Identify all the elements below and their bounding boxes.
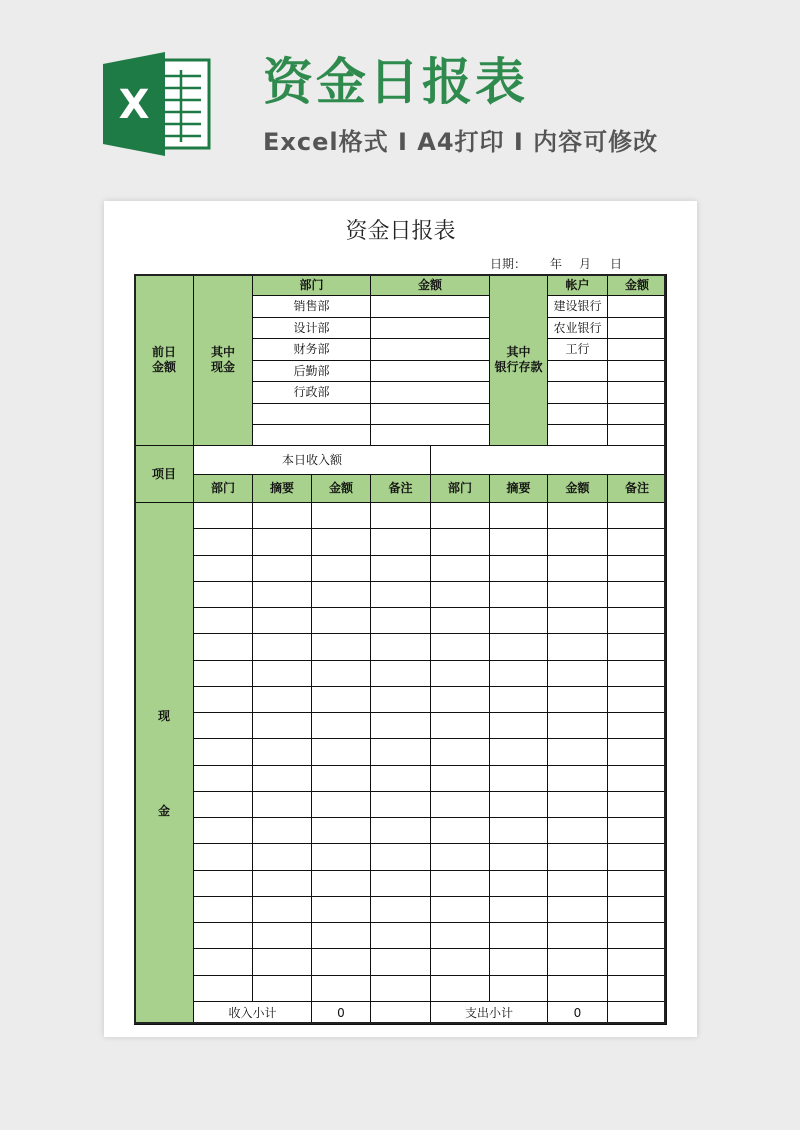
cash-entry-cell[interactable] xyxy=(252,791,312,818)
cash-entry-cell[interactable] xyxy=(311,817,371,844)
cash-entry-cell[interactable] xyxy=(370,738,431,766)
cash-entry-cell[interactable] xyxy=(607,791,667,818)
cash-entry-cell[interactable] xyxy=(193,528,253,556)
cash-entry-cell[interactable] xyxy=(193,660,253,687)
cash-entry-cell[interactable] xyxy=(430,922,490,949)
cash-entry-cell[interactable] xyxy=(607,712,667,739)
bank-amount-cell[interactable] xyxy=(607,338,667,361)
cash-entry-cell[interactable] xyxy=(370,502,431,529)
cash-entry-cell[interactable] xyxy=(489,633,548,661)
cash-entry-cell[interactable] xyxy=(607,922,667,949)
cash-entry-cell[interactable] xyxy=(489,607,548,634)
cash-entry-cell[interactable] xyxy=(489,528,548,556)
cash-entry-cell[interactable] xyxy=(370,843,431,871)
cash-entry-cell[interactable] xyxy=(193,870,253,897)
cash-entry-cell[interactable] xyxy=(193,843,253,871)
cash-entry-cell[interactable] xyxy=(311,922,371,949)
cash-entry-cell[interactable] xyxy=(547,633,608,661)
cash-entry-cell[interactable] xyxy=(311,948,371,976)
cash-entry-cell[interactable] xyxy=(430,555,490,582)
cash-entry-cell[interactable] xyxy=(370,633,431,661)
cash-entry-cell[interactable] xyxy=(547,712,608,739)
subtotal-blank-cell xyxy=(370,1001,431,1025)
cash-entry-cell[interactable] xyxy=(430,660,490,687)
cash-entry-cell[interactable] xyxy=(370,660,431,687)
cash-entry-cell[interactable] xyxy=(193,607,253,634)
bank-amount-cell[interactable] xyxy=(607,403,667,425)
cash-entry-cell[interactable] xyxy=(193,922,253,949)
cash-entry-cell[interactable] xyxy=(607,502,667,529)
cash-entry-cell[interactable] xyxy=(311,502,371,529)
cash-entry-cell[interactable] xyxy=(547,528,608,556)
cash-entry-cell[interactable] xyxy=(370,817,431,844)
column-header: 部门 xyxy=(430,474,490,503)
cash-entry-cell[interactable] xyxy=(489,581,548,608)
dept-name-cell[interactable]: 销售部 xyxy=(252,295,371,318)
report-table xyxy=(134,274,666,1024)
cash-entry-cell[interactable] xyxy=(489,502,548,529)
cash-entry-cell[interactable] xyxy=(489,870,548,897)
cash-entry-cell[interactable] xyxy=(547,975,608,1002)
cash-entry-cell[interactable] xyxy=(252,528,312,556)
dept-name-cell[interactable]: 行政部 xyxy=(252,381,371,404)
cash-entry-cell[interactable] xyxy=(311,870,371,897)
cash-entry-cell[interactable] xyxy=(607,555,667,582)
banner xyxy=(0,0,800,200)
cash-entry-cell[interactable] xyxy=(547,686,608,713)
cash-entry-cell[interactable] xyxy=(547,502,608,529)
cash-entry-cell[interactable] xyxy=(370,555,431,582)
cash-entry-cell[interactable] xyxy=(311,896,371,923)
bank-name-cell[interactable] xyxy=(547,381,608,404)
cash-entry-cell[interactable] xyxy=(489,922,548,949)
cash-entry-cell[interactable] xyxy=(607,975,667,1002)
cash-label: 现 金 xyxy=(134,502,194,1025)
bank-amount-cell[interactable] xyxy=(607,381,667,404)
cash-entry-cell[interactable] xyxy=(252,555,312,582)
cash-entry-cell[interactable] xyxy=(252,686,312,713)
prev-amount-label: 前日 金额 xyxy=(134,274,194,446)
cash-entry-cell[interactable] xyxy=(193,633,253,661)
cash-entry-cell[interactable] xyxy=(430,765,490,792)
cash-entry-cell[interactable] xyxy=(430,738,490,766)
cash-entry-cell[interactable] xyxy=(370,791,431,818)
income-subtotal-label: 收入小计 xyxy=(193,1001,312,1025)
cash-entry-cell[interactable] xyxy=(311,528,371,556)
cash-entry-cell[interactable] xyxy=(430,975,490,1002)
dept-name-cell[interactable]: 后勤部 xyxy=(252,360,371,382)
cash-entry-cell[interactable] xyxy=(252,975,312,1002)
cash-entry-cell[interactable] xyxy=(430,607,490,634)
column-header: 备注 xyxy=(370,474,431,503)
cash-entry-cell[interactable] xyxy=(607,843,667,871)
dept-amount-cell[interactable] xyxy=(370,403,490,425)
cash-entry-cell[interactable] xyxy=(430,791,490,818)
bank-name-cell[interactable] xyxy=(547,360,608,382)
date-day: 日 xyxy=(610,257,623,271)
bank-name-cell[interactable]: 农业银行 xyxy=(547,317,608,339)
item-label: 项目 xyxy=(134,445,194,503)
expense-subtotal-value[interactable]: 0 xyxy=(547,1001,608,1025)
cash-entry-cell[interactable] xyxy=(547,555,608,582)
cash-entry-cell[interactable] xyxy=(547,843,608,871)
dept-amount-cell[interactable] xyxy=(370,424,490,446)
subtotal-blank-cell xyxy=(607,1001,667,1025)
dept-amount-cell[interactable] xyxy=(370,295,490,318)
cash-entry-cell[interactable] xyxy=(547,791,608,818)
account-header: 帐户 xyxy=(547,274,608,296)
cash-entry-cell[interactable] xyxy=(193,581,253,608)
cash-entry-cell[interactable] xyxy=(489,975,548,1002)
cash-entry-cell[interactable] xyxy=(252,870,312,897)
cash-entry-cell[interactable] xyxy=(489,948,548,976)
cash-entry-cell[interactable] xyxy=(193,896,253,923)
cash-entry-cell[interactable] xyxy=(252,738,312,766)
cash-entry-cell[interactable] xyxy=(311,843,371,871)
cash-entry-cell[interactable] xyxy=(193,555,253,582)
cash-entry-cell[interactable] xyxy=(607,528,667,556)
cash-entry-cell[interactable] xyxy=(489,843,548,871)
date-line xyxy=(490,256,630,272)
banner-title: 资金日报表 xyxy=(263,53,528,111)
cash-entry-cell[interactable] xyxy=(489,817,548,844)
date-month: 月 xyxy=(579,257,592,271)
cash-entry-cell[interactable] xyxy=(311,738,371,766)
cash-entry-cell[interactable] xyxy=(547,870,608,897)
cash-entry-cell[interactable] xyxy=(370,870,431,897)
column-header: 摘要 xyxy=(489,474,548,503)
cash-entry-cell[interactable] xyxy=(489,555,548,582)
cash-entry-cell[interactable] xyxy=(547,948,608,976)
dept-name-cell[interactable] xyxy=(252,424,371,446)
cash-entry-cell[interactable] xyxy=(252,765,312,792)
cash-entry-cell[interactable] xyxy=(489,660,548,687)
cash-entry-cell[interactable] xyxy=(370,712,431,739)
cash-entry-cell[interactable] xyxy=(193,712,253,739)
cash-entry-cell[interactable] xyxy=(311,791,371,818)
bank-amount-cell[interactable] xyxy=(607,295,667,318)
dept-header: 部门 xyxy=(252,274,371,296)
cash-entry-cell[interactable] xyxy=(489,686,548,713)
cash-entry-cell[interactable] xyxy=(252,896,312,923)
cash-entry-cell[interactable] xyxy=(193,948,253,976)
bank-name-cell[interactable]: 工行 xyxy=(547,338,608,361)
cash-entry-cell[interactable] xyxy=(193,791,253,818)
cash-entry-cell[interactable] xyxy=(252,502,312,529)
cash-entry-cell[interactable] xyxy=(252,843,312,871)
cash-entry-cell[interactable] xyxy=(311,660,371,687)
bank-name-cell[interactable] xyxy=(547,403,608,425)
cash-entry-cell[interactable] xyxy=(547,765,608,792)
cash-entry-cell[interactable] xyxy=(430,948,490,976)
cash-entry-cell[interactable] xyxy=(430,843,490,871)
cash-entry-cell[interactable] xyxy=(547,817,608,844)
cash-entry-cell[interactable] xyxy=(607,948,667,976)
cash-entry-cell[interactable] xyxy=(489,738,548,766)
column-header: 部门 xyxy=(193,474,253,503)
dept-name-cell[interactable]: 财务部 xyxy=(252,338,371,361)
cash-entry-cell[interactable] xyxy=(430,633,490,661)
column-header: 金额 xyxy=(311,474,371,503)
cash-entry-cell[interactable] xyxy=(252,948,312,976)
date-label: 日期： xyxy=(490,257,527,271)
cash-entry-cell[interactable] xyxy=(311,686,371,713)
cash-entry-cell[interactable] xyxy=(252,922,312,949)
bank-group-label: 其中 银行存款 xyxy=(489,274,548,446)
column-header: 备注 xyxy=(607,474,667,503)
cash-entry-cell[interactable] xyxy=(547,896,608,923)
dept-name-cell[interactable]: 设计部 xyxy=(252,317,371,339)
excel-logo-letter: X xyxy=(118,82,150,128)
cash-entry-cell[interactable] xyxy=(607,686,667,713)
column-header: 金额 xyxy=(547,474,608,503)
cash-entry-cell[interactable] xyxy=(252,633,312,661)
cash-entry-cell[interactable] xyxy=(547,607,608,634)
cash-entry-cell[interactable] xyxy=(311,712,371,739)
cash-entry-cell[interactable] xyxy=(311,581,371,608)
cash-entry-cell[interactable] xyxy=(311,607,371,634)
cash-entry-cell[interactable] xyxy=(430,817,490,844)
cash-group-label: 其中 现金 xyxy=(193,274,253,446)
cash-entry-cell[interactable] xyxy=(547,660,608,687)
cash-entry-cell[interactable] xyxy=(311,975,371,1002)
cash-entry-cell[interactable] xyxy=(430,581,490,608)
cash-entry-cell[interactable] xyxy=(252,660,312,687)
cash-entry-cell[interactable] xyxy=(489,791,548,818)
cash-entry-cell[interactable] xyxy=(607,896,667,923)
bank-amount-cell[interactable] xyxy=(607,317,667,339)
cash-entry-cell[interactable] xyxy=(430,528,490,556)
cash-entry-cell[interactable] xyxy=(311,765,371,792)
cash-entry-cell[interactable] xyxy=(430,896,490,923)
cash-entry-cell[interactable] xyxy=(370,607,431,634)
cash-entry-cell[interactable] xyxy=(311,555,371,582)
cash-entry-cell[interactable] xyxy=(607,581,667,608)
dept-amount-cell[interactable] xyxy=(370,360,490,382)
cash-entry-cell[interactable] xyxy=(311,633,371,661)
cash-entry-cell[interactable] xyxy=(607,633,667,661)
cash-entry-cell[interactable] xyxy=(193,817,253,844)
banner-subtitle: Excel格式 I A4打印 I 内容可修改 xyxy=(263,128,659,156)
cash-entry-cell[interactable] xyxy=(370,765,431,792)
cash-entry-cell[interactable] xyxy=(607,660,667,687)
cash-entry-cell[interactable] xyxy=(489,896,548,923)
cash-entry-cell[interactable] xyxy=(370,581,431,608)
cash-entry-cell[interactable] xyxy=(252,712,312,739)
cash-entry-cell[interactable] xyxy=(547,581,608,608)
cash-entry-cell[interactable] xyxy=(430,870,490,897)
bank-name-cell[interactable]: 建设银行 xyxy=(547,295,608,318)
expense-subtotal-label: 支出小计 xyxy=(430,1001,548,1025)
cash-entry-cell[interactable] xyxy=(193,738,253,766)
dept-amount-cell[interactable] xyxy=(370,381,490,404)
cash-entry-cell[interactable] xyxy=(607,607,667,634)
cash-entry-cell[interactable] xyxy=(370,686,431,713)
amount-header: 金额 xyxy=(370,274,490,296)
bank-amount-cell[interactable] xyxy=(607,424,667,446)
cash-entry-cell[interactable] xyxy=(607,738,667,766)
cash-entry-cell[interactable] xyxy=(607,765,667,792)
cash-entry-cell[interactable] xyxy=(607,817,667,844)
cash-entry-cell[interactable] xyxy=(430,686,490,713)
cash-entry-cell[interactable] xyxy=(430,502,490,529)
cash-entry-cell[interactable] xyxy=(252,607,312,634)
cash-entry-cell[interactable] xyxy=(547,922,608,949)
cash-entry-cell[interactable] xyxy=(547,738,608,766)
cash-entry-cell[interactable] xyxy=(370,948,431,976)
cash-entry-cell[interactable] xyxy=(370,922,431,949)
cash-entry-cell[interactable] xyxy=(193,686,253,713)
cash-entry-cell[interactable] xyxy=(370,896,431,923)
column-header: 摘要 xyxy=(252,474,312,503)
income-label: 本日收入额 xyxy=(193,445,431,475)
cash-entry-cell[interactable] xyxy=(193,502,253,529)
date-year: 年 xyxy=(550,257,563,271)
dept-name-cell[interactable] xyxy=(252,403,371,425)
cash-entry-cell[interactable] xyxy=(430,712,490,739)
cash-entry-cell[interactable] xyxy=(370,975,431,1002)
document-title: 资金日报表 xyxy=(345,219,456,244)
bank-name-cell[interactable] xyxy=(547,424,608,446)
cash-entry-cell[interactable] xyxy=(193,765,253,792)
cash-entry-cell[interactable] xyxy=(489,712,548,739)
expense-label-cell xyxy=(430,445,667,475)
cash-entry-cell[interactable] xyxy=(489,765,548,792)
cash-entry-cell[interactable] xyxy=(193,975,253,1002)
bank-amount-header: 金额 xyxy=(607,274,667,296)
cash-entry-cell[interactable] xyxy=(252,581,312,608)
dept-amount-cell[interactable] xyxy=(370,338,490,361)
cash-entry-cell[interactable] xyxy=(370,528,431,556)
bank-amount-cell[interactable] xyxy=(607,360,667,382)
cash-entry-cell[interactable] xyxy=(252,817,312,844)
income-subtotal-value[interactable]: 0 xyxy=(311,1001,371,1025)
excel-icon xyxy=(103,52,215,156)
dept-amount-cell[interactable] xyxy=(370,317,490,339)
cash-entry-cell[interactable] xyxy=(607,870,667,897)
